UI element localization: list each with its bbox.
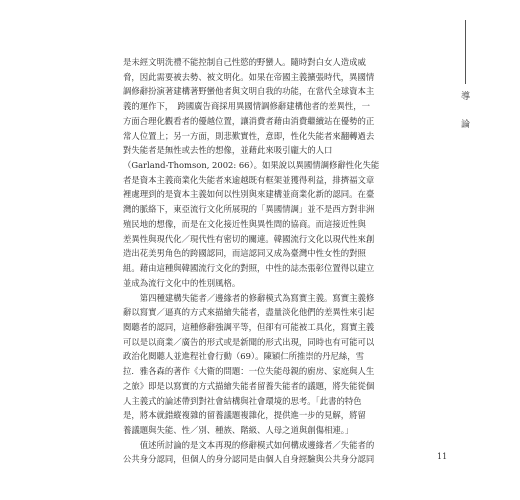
text-line: 義的運作下， 跨國廣告商採用異國情調修辭建構他者的差異性，一 <box>123 101 371 112</box>
text-line: 值述所討論的是文本再現的修辭模式如何構成邊緣者／失能者的 <box>123 439 375 450</box>
text-line: 閱聽者的認同，這種修辭強調平等，但卻有可能被工具化，寫實主義 <box>123 321 375 332</box>
text-line: 之旅》即是以寫實的方式描繪失能者留養失能者的議題，將失能從個 <box>123 380 375 391</box>
page-number: 11 <box>437 452 448 461</box>
text-line: 差異性與現代化／現代性有密切的關連。韓國流行文化以現代性來創 <box>123 233 375 244</box>
text-line: 可以是以商業／廣告的形式或是新聞的形式出現，同時也有可能可以 <box>123 336 375 347</box>
text-line: 辭以寫實／逼真的方式來描繪失能者，盡量淡化他們的差異性來引起 <box>123 307 375 318</box>
text-line: 對失能者是無性或去性的想像，並藉此來吸引龐大的人口 <box>123 145 333 156</box>
text-line: 養議題與失能、性／別、種族、階級、人母之道與創傷相連。」 <box>123 424 354 435</box>
text-line: 者是資本主義商業化失能者來逾越既有框架並獲得利益，排擠福文章 <box>123 174 375 185</box>
body-text <box>123 55 413 467</box>
paragraph <box>123 438 413 467</box>
text-line: （Garland-Thomson, 2002: 66）。如果說以異國情調修辭性化失能 <box>123 160 380 171</box>
text-line: 脅，因此需要被去勢、被文明化。如果在帝國主義擴張時代，異國情 <box>123 71 375 82</box>
text-line: 組。藉由這種與韓國流行文化的對照，中性的誌杰張彰位置得以建立 <box>123 263 375 274</box>
paragraph <box>123 291 413 438</box>
text-line: 灣的脈絡下，東亞流行文化所展現的「異國情調」並不是西方對非洲 <box>123 204 375 215</box>
text-line: 是未經文明洗禮不能控制自己性慾的野蠻人。隨時對白女人造成威 <box>123 57 366 67</box>
text-line: 殖民地的想像，而是在文化接近性與異性間的協商。而這接近性與 <box>123 218 366 229</box>
text-line: 並成為流行文化中的性別風格。 <box>123 277 241 288</box>
header-char: 導 <box>460 92 470 102</box>
header-rule <box>465 20 466 84</box>
paragraph <box>123 55 413 291</box>
text-line: 造出花美男角色的跨國認同，而這認同又成為臺灣中性女性的對照 <box>123 248 366 259</box>
header-char: 論 <box>460 120 470 130</box>
text-line: 裡處理到的是資本主義如何以性別與來建構並商業化新的認同。在臺 <box>123 189 375 200</box>
text-line: 人主義式的論述帶到對社會結構與社會環境的思考。「此書的特色 <box>123 395 362 406</box>
text-line: 方面合理化觀看者的優越位置，讓消費者藉由消費繼續站在優勢的正 <box>123 115 375 126</box>
text-line: 常人位置上；另一方面，則悲歎實性，意即，性化失能者來翻轉過去 <box>123 130 375 141</box>
text-line: 是，將本就錯縱複雜的留養議題複雜化，提供進一步的見解，將留 <box>123 410 366 421</box>
text-line: 調修辭扮演著建構著野蠻他者與文明自我的功能，在當代全球資本主 <box>123 86 375 97</box>
text-line: 第四種建構失能者／邊緣者的修辭模式為寫實主義。寫實主義修 <box>123 292 375 303</box>
text-line: 政治化閱聽人並進程社會行動（69）。陳穎仁所推崇的丹尼絲，雪 <box>123 351 364 362</box>
text-line: 公共身分認同，但個人的身分認同是由個人自身經驗與公共身分認同 <box>123 454 375 465</box>
text-line: 拉．雅各森的著作《大衛的問題：一位失能母親的廚房、家庭與人生 <box>123 366 375 377</box>
